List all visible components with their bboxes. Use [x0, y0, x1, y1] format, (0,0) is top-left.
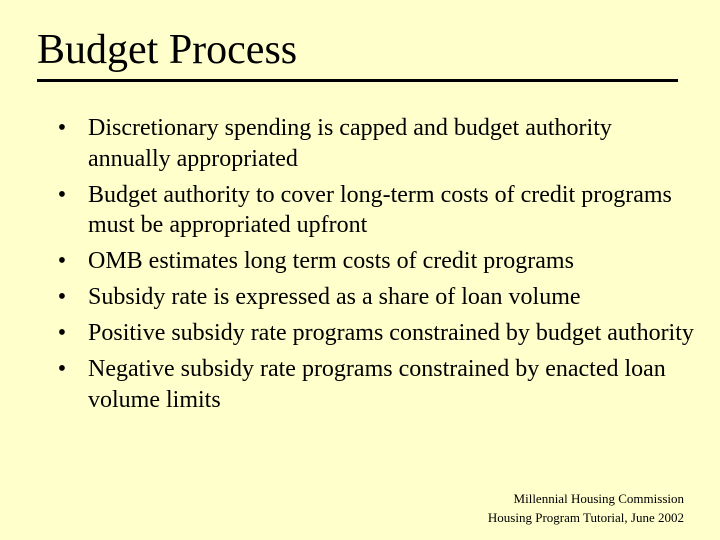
bullet-item — [55, 354, 695, 415]
slide-footer — [488, 489, 684, 527]
bullet-list — [55, 113, 695, 421]
bullet-text: Budget authority to cover long-term costs of credit programs must be appropriated upfront — [88, 181, 672, 238]
bullet-text: Negative subsidy rate programs constrained by enacted loan volume limits — [88, 356, 666, 413]
title-divider — [37, 79, 678, 82]
bullet-icon: • — [57, 115, 67, 141]
footer-event-date: Housing Program Tutorial, June 2002 — [487, 510, 684, 525]
bullet-icon: • — [57, 356, 67, 382]
bullet-item — [55, 318, 695, 349]
slide-title: Budget Process — [37, 27, 298, 73]
bullet-icon: • — [57, 320, 67, 346]
bullet-item — [55, 246, 695, 277]
bullet-icon: • — [57, 284, 67, 310]
bullet-text: Positive subsidy rate programs constrained by budget authority — [88, 320, 694, 346]
bullet-item — [55, 282, 695, 313]
bullet-item — [55, 180, 695, 241]
bullet-text: OMB estimates long term costs of credit programs — [88, 248, 574, 274]
footer-organization: Millennial Housing Commission — [513, 491, 684, 506]
bullet-text: Subsidy rate is expressed as a share of loan volume — [88, 284, 581, 310]
bullet-icon: • — [57, 248, 67, 274]
bullet-text: Discretionary spending is capped and budget authority annually appropriated — [88, 115, 612, 172]
bullet-item — [55, 113, 695, 174]
bullet-icon: • — [57, 181, 67, 208]
